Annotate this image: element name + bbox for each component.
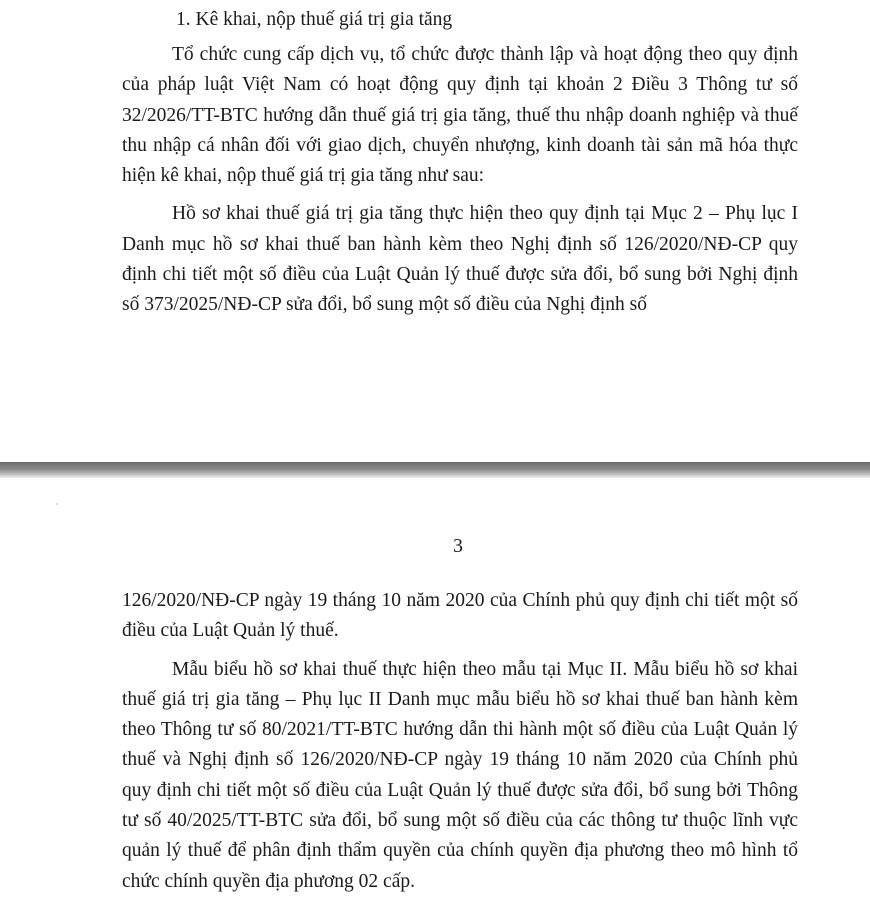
- paragraph: Hồ sơ khai thuế giá trị gia tăng thực hiện theo quy định tại Mục 2 – Phụ lục I Danh mục hồ sơ khai thuế ban hành kèm theo Nghị định số 126/2020/NĐ-CP quy định chi tiết một số điều của Luật Quản lý thuế được sửa đổi, bổ sung bởi Nghị định số 373/2025/NĐ-CP sửa đổi, bổ sung một số điều của Nghị định số: [122, 203, 798, 316]
- scan-speck: [56, 503, 58, 505]
- page-separator: [0, 462, 870, 478]
- page-number: 3: [453, 536, 463, 557]
- page-bottom-body: [122, 586, 798, 905]
- section-heading: 1. Kê khai, nộp thuế giá trị gia tăng: [176, 9, 453, 30]
- paragraph: Tổ chức cung cấp dịch vụ, tổ chức được thành lập và hoạt động theo quy định của pháp luật Việt Nam có hoạt động quy định tại khoản 2 Điều 3 Thông tư số 32/2026/TT-BTC hướng dẫn thuế giá trị gia tăng, thuế thu nhập doanh nghiệp và thuế thu nhập cá nhân đối với giao dịch, chuyển nhượng, kinh doanh tài sản mã hóa thực hiện kê khai, nộp thuế giá trị gia tăng như sau:: [122, 44, 798, 187]
- paragraph: Mẫu biểu hồ sơ khai thuế thực hiện theo mẫu tại Mục II. Mẫu biểu hồ sơ khai thuế giá trị gia tăng – Phụ lục II Danh mục mẫu biểu hồ sơ khai thuế ban hành kèm theo Thông tư số 80/2021/TT-BTC hướng dẫn thi hành một số điều của Luật Quản lý thuế và Nghị định số 126/2020/NĐ-CP ngày 19 tháng 10 năm 2020 của Chính phủ quy định chi tiết một số điều của Luật Quản lý thuế được sửa đổi, bổ sung bởi Thông tư số 40/2025/TT-BTC sửa đổi, bổ sung một số điều của các thông tư thuộc lĩnh vực quản lý thuế để phân định thẩm quyền của chính quyền địa phương theo mô hình tổ chức chính quyền địa phương 02 cấp.: [122, 658, 798, 892]
- page-top-body: [122, 40, 798, 329]
- paragraph: 126/2020/NĐ-CP ngày 19 tháng 10 năm 2020 của Chính phủ quy định chi tiết một số điều của Luật Quản lý thuế.: [122, 590, 798, 642]
